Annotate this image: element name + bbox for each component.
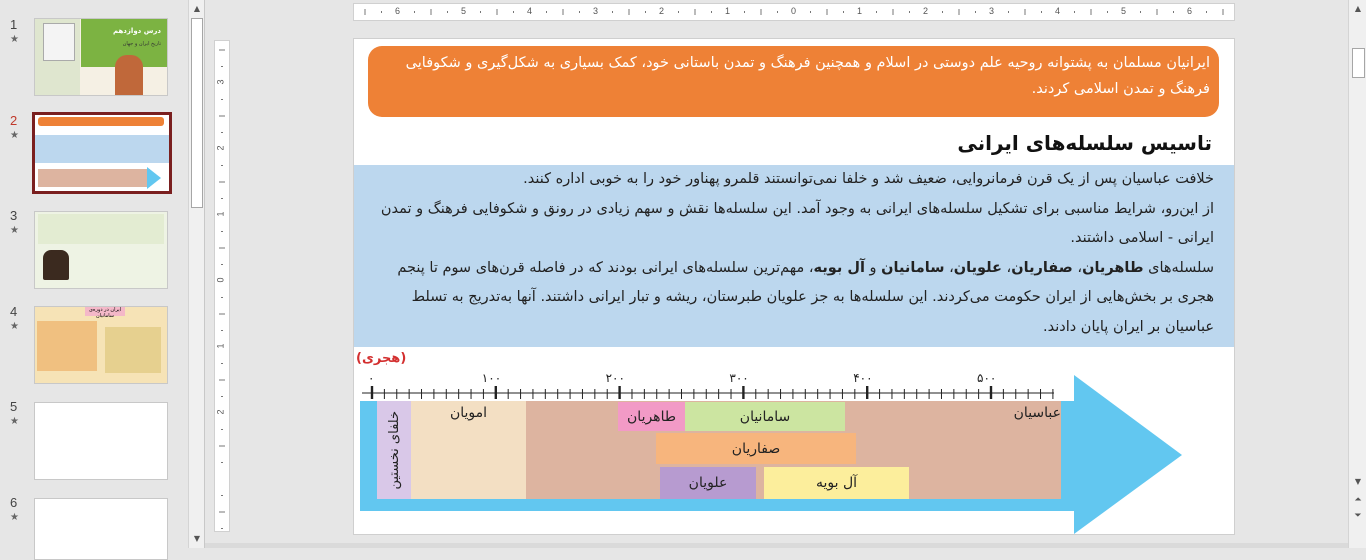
timeline-tick-label: ۴۰۰ [853, 371, 873, 385]
band-rashidun [377, 401, 411, 499]
ruler-label: 1 [215, 211, 226, 217]
thumb-intro-bar [38, 117, 164, 126]
thumb-person [115, 55, 143, 95]
horizontal-ruler[interactable] [353, 3, 1235, 21]
previous-slide-icon[interactable]: ⏶ [1354, 495, 1362, 505]
timeline-ticks [362, 386, 1054, 399]
separator: ، [944, 259, 954, 276]
ruler-ticks [215, 41, 229, 531]
body-text-box[interactable] [354, 165, 1234, 347]
slide-number: 5 [10, 399, 18, 414]
ruler-label: 5 [461, 6, 467, 16]
band-buyids [764, 467, 909, 499]
slide-number: 6 [10, 495, 18, 510]
dynasty-name: علویان [953, 259, 1002, 276]
scroll-up-icon[interactable]: ▲ [1354, 4, 1362, 13]
separator: ، [1072, 259, 1083, 276]
ruler-label: 1 [215, 343, 226, 349]
band-label: خلفای نخستین [386, 410, 402, 490]
thumb-text-area [38, 214, 164, 244]
ruler-label: 2 [659, 6, 665, 16]
slide-thumbnail-4[interactable] [34, 306, 168, 384]
transition-star-icon: ★ [10, 34, 19, 45]
scrollbar-thumb[interactable] [191, 18, 203, 208]
thumb-logo [43, 23, 75, 61]
transition-star-icon: ★ [10, 225, 19, 236]
slide-number: 4 [10, 304, 18, 319]
ruler-label: 4 [527, 6, 533, 16]
timeline-tick-label: ۰ [368, 371, 375, 385]
timeline-tick-label: ۲۰۰ [605, 371, 625, 385]
timeline-tick-label: ۵۰۰ [977, 371, 997, 385]
slide-number: 3 [10, 208, 18, 223]
ruler-label: 3 [989, 6, 995, 16]
paragraph-1: خلافت عباسیان پس از یک قرن فرمانروایی، ضعیف شد و خلفا نمی‌توانستند قلمرو پهناور خود را به خوبی اداره کنند. [523, 171, 1214, 187]
timeline-unit-label: (هجری) [356, 351, 407, 366]
band-label: صفاریان [731, 440, 781, 457]
ruler-label: 6 [1187, 6, 1193, 16]
transition-star-icon: ★ [10, 321, 19, 332]
band-saffarids [656, 433, 856, 464]
ruler-label: 2 [215, 145, 226, 151]
ruler-label: 2 [923, 6, 929, 16]
band-label: عباسیان [1013, 405, 1061, 421]
slides-pane-scrollbar[interactable] [188, 0, 205, 548]
slide-thumbnail-6[interactable] [34, 498, 168, 560]
slide-number: 1 [10, 17, 18, 32]
ruler-label: 1 [725, 6, 731, 16]
band-label: علویان [688, 475, 728, 491]
scroll-down-icon[interactable]: ▼ [193, 534, 201, 543]
timeline-graphic[interactable] [354, 347, 1234, 534]
dynasty-name: آل بویه [813, 259, 865, 276]
paragraph-3-end: ، مهم‌ترین سلسله‌های ایرانی بودند که در فاصله قرن‌های سوم تا پنجم هجری بر بخش‌هایی از ایران حکومت می‌کردند. این سلسله‌ها به جز علویان طبرستان، ریشه و تبار ایرانی داشتند. آنها به‌تدریج به تسلط عباسیان بر ایران پایان دادند. [397, 259, 1214, 335]
transition-star-icon: ★ [10, 512, 19, 523]
thumb-timeline [38, 169, 150, 187]
ruler-label: 3 [593, 6, 599, 16]
paragraph-2: از این‌رو، شرایط مناسبی برای تشکیل سلسله‌های ایرانی به وجود آمد. این سلسله‌ها نقش و سهم زیادی در رونق و شکوفایی فرهنگ و تمدن ایرانی - اسلامی داشتند. [380, 200, 1214, 246]
slide-thumbnail-3[interactable] [34, 211, 168, 289]
transition-star-icon: ★ [10, 416, 19, 427]
band-alavids [660, 467, 756, 499]
ruler-label: 6 [395, 6, 401, 16]
thumb-arrow [147, 167, 161, 189]
slide-thumbnail-2[interactable] [32, 112, 172, 194]
timeline-tick-label: ۳۰۰ [729, 371, 749, 385]
separator: ، [1001, 259, 1012, 276]
dynasty-name: سامانیان [881, 259, 945, 276]
thumb-subtitle: تاریخ ایران و جهان [122, 41, 161, 47]
vertical-ruler[interactable] [214, 40, 230, 532]
band-samanids [685, 402, 845, 431]
timeline-tick-label: ۱۰۰ [481, 371, 502, 385]
scroll-up-icon[interactable]: ▲ [193, 4, 201, 13]
ruler-label: 0 [215, 277, 226, 283]
paragraph-3 [368, 254, 1214, 343]
band-label: آل بویه [815, 475, 858, 491]
thumb-title: ایران در دوره‌ی سامانیان [85, 307, 125, 316]
ruler-label: 4 [1055, 6, 1061, 16]
thumb-horse-rider [43, 250, 69, 280]
transition-star-icon: ★ [10, 130, 19, 141]
intro-callout[interactable]: ایرانیان مسلمان به پشتوانه روحیه علم دوستی در اسلام و همچنین فرهنگ و تمدن باستانی خود، کمک بسیاری به شکل‌گیری و شکوفایی فرهنگ و تمدن اسلامی کردند. [368, 46, 1219, 117]
ruler-label: 2 [215, 409, 226, 415]
pane-divider[interactable] [204, 0, 205, 548]
band-label: سامانیان [739, 408, 791, 425]
thumb-title: درس دوازدهم [112, 27, 161, 35]
ruler-label: 5 [1121, 6, 1127, 16]
horizontal-scrollbar[interactable] [205, 543, 1348, 548]
thumb-map-region [37, 321, 97, 371]
ruler-label: 3 [215, 79, 226, 85]
band-label: طاهریان [627, 408, 676, 425]
paragraph-3-start: سلسله‌های [1143, 259, 1214, 276]
scroll-down-icon[interactable]: ▼ [1354, 477, 1362, 486]
slides-pane [0, 0, 188, 548]
scrollbar-thumb[interactable] [1352, 48, 1365, 78]
next-slide-icon[interactable]: ⏷ [1354, 511, 1362, 521]
slide-number: 2 [10, 113, 18, 128]
dynasty-name: طاهریان [1082, 259, 1144, 276]
slide-thumbnail-5[interactable] [34, 402, 168, 480]
editor-scrollbar[interactable] [1348, 0, 1366, 548]
thumb-map-region [105, 327, 161, 373]
ruler-label: 1 [857, 6, 863, 16]
band-umayyads [411, 401, 526, 499]
band-tahirids [618, 402, 685, 431]
thumb-body-bar [35, 135, 169, 163]
band-label: امویان [449, 405, 488, 421]
dynasty-name: صفاریان [1011, 259, 1073, 276]
slide-thumbnail-1[interactable] [34, 18, 168, 96]
slide-canvas[interactable] [353, 38, 1235, 535]
slide-heading[interactable]: تاسیس سلسله‌های ایرانی [957, 131, 1212, 155]
ruler-label: 0 [791, 6, 797, 16]
conjunction: و [864, 259, 882, 276]
